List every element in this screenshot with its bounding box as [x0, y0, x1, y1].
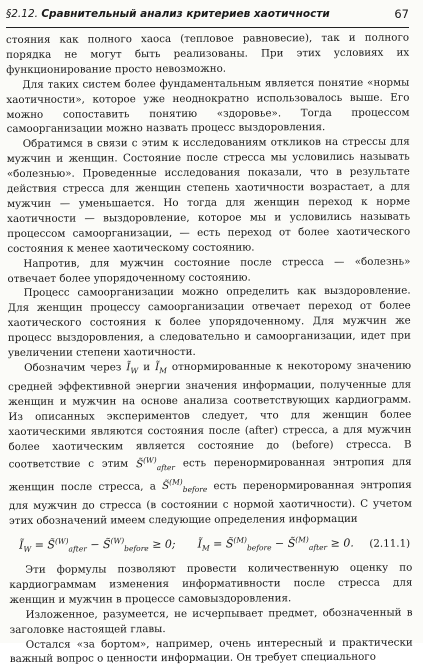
page-number: 67 [394, 6, 409, 21]
paragraph-notation: Обозначим через $Ĩ_W$ и $Ĩ_M$ отнормированные к некоторому значению средней эффективной энергии значения информации, полученные для женщин и мужчин на основе анализа соответствующих кардиограмм. Из описанных экспериментов следует, что для женщин более хаотическими являются состояния после (after) стресса, а для мужчин более хаотическим является состояние до (before) стресса. В соответствие с этим S̃$^{(W)}_{after}$ есть перенормированная энтропия для женщин после стресса, а S̃$^{(M)}_{before}$ есть перенормированная энтропия для мужчин до стресса (в состоянии с нормой хаотичности). С учетом этих обозначений имеем следующие определения информации [8, 359, 412, 528]
math-IM: $Ĩ_M$ [155, 361, 167, 376]
paragraph: стояния как полного хаоса (тепловое равновесие), так и полного порядка не могут быть реализованы. При этих условиях их функционирование просто невозможно. [6, 31, 410, 76]
paragraph: Остался «за бортом», например, очень интересный и практически важный вопрос о ценности информации. Он требует специального [9, 636, 413, 666]
section-number: §2.12. [6, 7, 38, 20]
paragraph: Для таких систем более фундаментальным является понятие «нормы хаотичности», которое уже неоднократно использовалось выше. Его можно сопоставить понятию «здоровье». Тогда процессом самоорганизации можно назвать процесс выздоровления. [6, 76, 410, 136]
paragraph: Эти формулы позволяют провести количественную оценку по кардиограммам изменения информативности после стресса для женщин и мужчин в процессе самовыздоровления. [9, 561, 413, 606]
paragraph: Обратимся в связи с этим к исследованиям откликов на стрессы для мужчин и женщин. Состояние после стресса мы условились называть «болезнью». Проведенные исследования показали, что в результате действия стресса для женщин степень хаотичности возрастает, а для мужчин — уменьшается. Но тогда для женщин переход к норме хаотичности — выздоровление, которое мы и условились называть процессом самоорганизации, — есть переход от более хаотического состояния к менее хаотическому состоянию. [6, 135, 411, 255]
paragraph: Процесс самоорганизации можно определить как выздоровление. Для женщин процессу самоорганизации отвечает переход от более хаотического состояния к более упорядоченному. Для мужчин же процесс выздоровления, а следовательно и самоорганизации, идет при увеличении степени хаотичности. [7, 284, 411, 360]
running-header [6, 0, 409, 28]
section-title: Сравнительный анализ критериев хаотичности [41, 7, 330, 20]
math-IW: $Ĩ_W$ [126, 361, 139, 376]
equation-number: (2.11.1) [369, 537, 411, 550]
page-body [6, 31, 413, 667]
math-S-before-M: S̃$^{(M)}_{before}$ [162, 477, 208, 495]
paragraph: Напротив, для мужчин состояние после стресса — «болезнь» отвечает более упорядоченному состоянию. [7, 255, 411, 285]
formula-women: $Ĩ_W$ = S̃$^{(W)}_{after}$ − S̃$^{(W)}_{before}$ ≥ 0; [19, 535, 176, 554]
math-S-after-W: S̃$^{(W)}_{after}$ [136, 455, 176, 472]
equation-2-11-1 [9, 529, 412, 561]
formula-men: $Ĩ_M$ = S̃$^{(M)}_{before}$ − S̃$^{(M)}_{after}$ ≥ 0. [197, 534, 354, 553]
section-heading [6, 8, 330, 20]
paragraph: Изложенное, разумеется, не исчерпывает предмет, обозначенный в заголовке настоящей главы. [9, 606, 413, 636]
